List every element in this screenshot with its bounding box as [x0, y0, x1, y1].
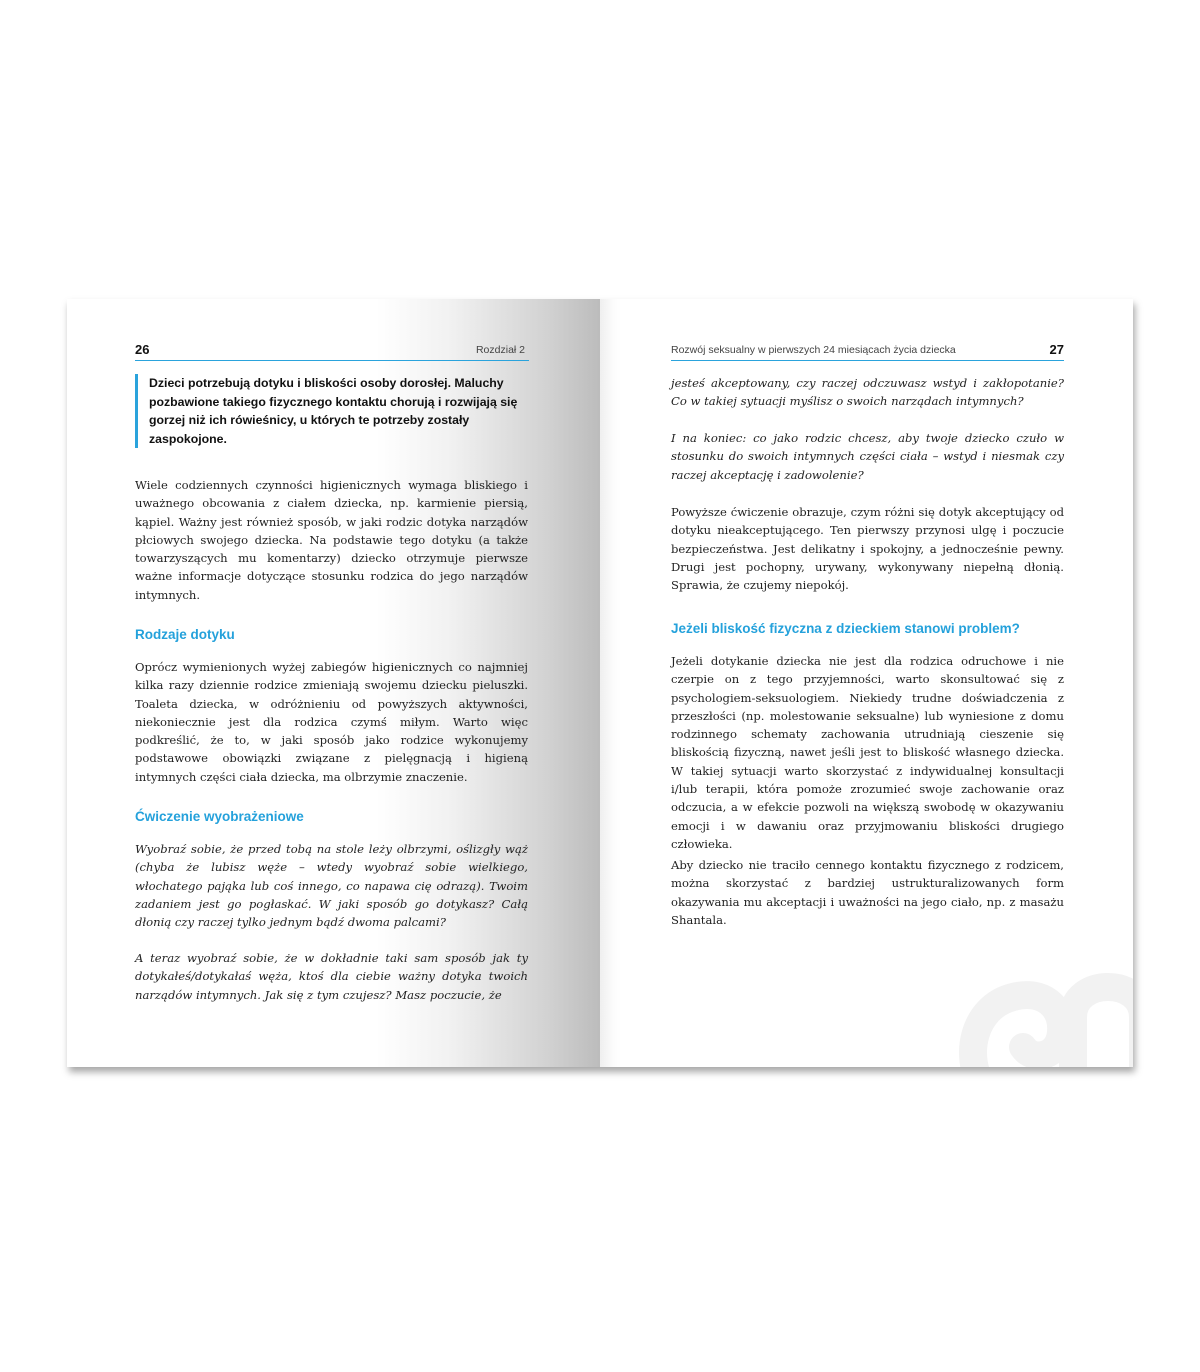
- paragraph-consultation: Jeżeli dotykanie dziecka nie jest dla rodzica odruchowe i nie czerpie on z tego przyjemności, warto skonsultować się z psychologiem-seksuologiem. Niekiedy trudne doświadczenia z przeszłości (np. molestowanie seksualne) lub wyniesione z domu rodzinnego schematy zachowania utrudniają cieszenie się bliskością fizyczną, nawet jeśli jest to bliskość własnego dziecka. W takiej sytuacji warto skorzystać z indywidualnej konsultacji i/lub terapii, która pomoże zrozumieć swoje zachowanie oraz odczucia, a w efekcie pozwoli na większą swobodę w okazywaniu emocji i w dawaniu oraz przyjmowaniu bliskości drugiego człowieka.: [671, 654, 1064, 851]
- paragraph-massage: Aby dziecko nie traciło cennego kontaktu fizycznego z rodzicem, można skorzystać z bardziej ustrukturalizowanych form okazywania mu akceptacji i uważności na jego ciało, np. z masażu Shantala.: [671, 858, 1064, 927]
- callout-box: [135, 374, 525, 448]
- italic-exercise-4: I na koniec: co jako rodzic chcesz, aby twoje dziecko czuło w stosunku do swoich intymnych części ciała – wstyd i niesmak czy raczej akceptację i zadowolenie?: [671, 431, 1064, 482]
- right-page-header: [671, 343, 1064, 361]
- paragraph-accepting-touch: Powyższe ćwiczenie obrazuje, czym różni się dotyk akceptujący od dotyku nieakceptującego. Ten pierwszy przynosi ulgę i poczucie bezpieczeństwa. Jest delikatny i spokojny, a jednocześnie pewny. Drugi jest pochopny, urywany, wykonywany niepełną dłonią. Sprawia, że czujemy niepokój.: [671, 505, 1064, 593]
- publisher-logo-watermark-icon: [953, 937, 1133, 1067]
- running-header-left: Rozdział 2: [475, 344, 525, 356]
- left-page: [67, 299, 600, 1067]
- heading-closeness-problem: Jeżeli bliskość fizyczna z dzieckiem stanowi problem?: [671, 621, 1020, 636]
- running-header-right: Rozwój seksualny w pierwszych 24 miesiącach życia dziecka: [671, 344, 956, 356]
- paragraph-diapers: Oprócz wymienionych wyżej zabiegów higienicznych co najmniej kilka razy dziennie rodzice zmieniają swojemu dziecku pieluszki. Toaleta dziecka, w odróżnieniu od powyższych aktywności, niekoniecznie jest dla rodzica czymś miłym. Warto więc podkreślić, że to, w jaki sposób jako rodzice wykonujemy podstawowe obowiązki związane z pielęgnacją i higieną intymnych części ciała dziecka, ma olbrzymie znaczenie.: [135, 660, 528, 784]
- italic-exercise-1: Wyobraź sobie, że przed tobą na stole leży olbrzymi, oślizgły wąż (chyba że lubisz węże – wtedy wyobraź sobie wielkiego, włochatego pająka lub coś innego, co napawa cię odrazą). Twoim zadaniem jest go pogłaskać. W jaki sposób go dotykasz? Całą dłonią czy raczej tylko jednym bądź dwoma palcami?: [135, 842, 528, 930]
- heading-touch-types: Rodzaje dotyku: [135, 627, 235, 642]
- left-page-header: [135, 343, 529, 361]
- callout-text: Dzieci potrzebują dotyku i bliskości osoby dorosłej. Maluchy pozbawione takiego fizycznego kontaktu chorują i rozwijają się gorzej niż ich rówieśnicy, u których te potrzeby zostały zaspokojone.: [149, 376, 518, 446]
- italic-exercise-2: A teraz wyobraź sobie, że w dokładnie taki sam sposób jak ty dotykałeś/dotykałaś węża, ktoś dla ciebie ważny dotyka twoich narządów intymnych. Jak się z tym czujesz? Masz poczucie, że: [135, 951, 528, 1002]
- paragraph-hygiene: Wiele codziennych czynności higienicznych wymaga bliskiego i uważnego obcowania z ciałem dziecka, np. karmienie piersią, kąpiel. Ważny jest również sposób, w jaki rodzic dotyka narządów płciowych swojego dziecka. Na podstawie tego dotyku (a także towarzyszących mu komentarzy) dziecko otrzymuje pierwsze ważne informacje dotyczące stosunku rodzica do jego narządów intymnych.: [135, 478, 528, 602]
- right-page: [600, 299, 1133, 1067]
- italic-exercise-3: jesteś akceptowany, czy raczej odczuwasz wstyd i zakłopotanie? Co w takiej sytuacji myślisz o swoich narządach intymnych?: [671, 376, 1064, 409]
- page-number-right: 27: [1049, 342, 1064, 357]
- book-spread: [67, 299, 1133, 1067]
- heading-imagination-exercise: Ćwiczenie wyobrażeniowe: [135, 809, 304, 824]
- page-number-left: 26: [135, 342, 150, 357]
